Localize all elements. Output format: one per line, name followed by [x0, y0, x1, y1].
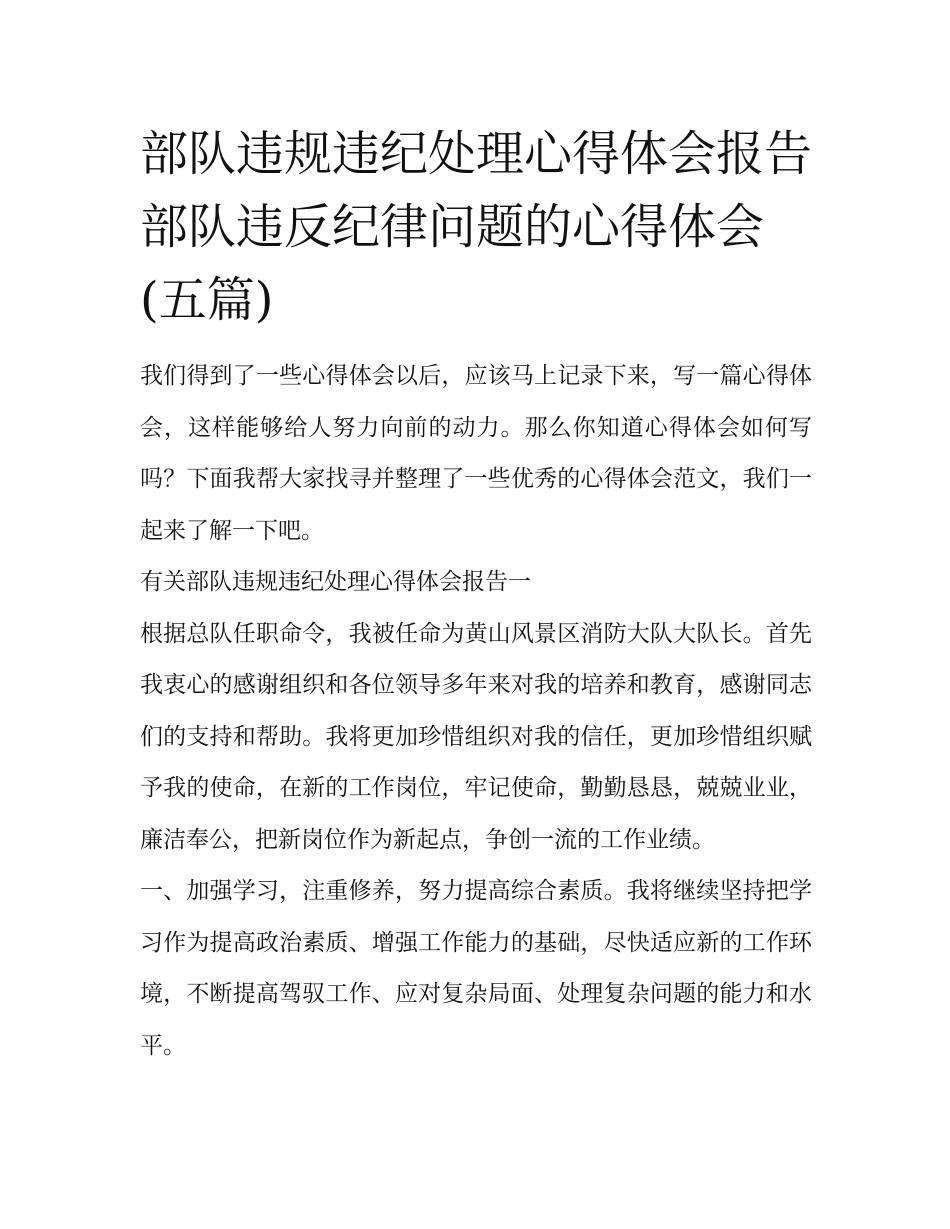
document-title: 部队违规违纪处理心得体会报告 部队违反纪律问题的心得体会(五篇) [140, 126, 813, 328]
section-heading: 有关部队违规违纪处理心得体会报告一 [140, 569, 531, 595]
body-paragraph-2: 一、加强学习，注重修养，努力提高综合素质。我将继续坚持把学习作为提高政治素质、增强工作能力的基础，尽快适应新的工作环境，不断提高驾驭工作、应对复杂局面、处理复杂问题的能力和水平。 [140, 878, 812, 1059]
body-paragraph-1: 根据总队任职命令，我被任命为黄山风景区消防大队大队长。首先我衷心的感谢组织和各位领导多年来对我的培养和教育，感谢同志们的支持和帮助。我将更加珍惜组织对我的信任，更加珍惜组织赋予我的使命，在新的工作岗位，牢记使命，勤勤恳恳，兢兢业业，廉洁奉公，把新岗位作为新起点，争创一流的工作业绩。 [140, 620, 812, 853]
intro-paragraph: 我们得到了一些心得体会以后，应该马上记录下来，写一篇心得体会，这样能够给人努力向前的动力。那么你知道心得体会如何写吗？下面我帮大家找寻并整理了一些优秀的心得体会范文，我们一起来了解一下吧。 [140, 363, 812, 544]
document-body [140, 118, 812, 1072]
